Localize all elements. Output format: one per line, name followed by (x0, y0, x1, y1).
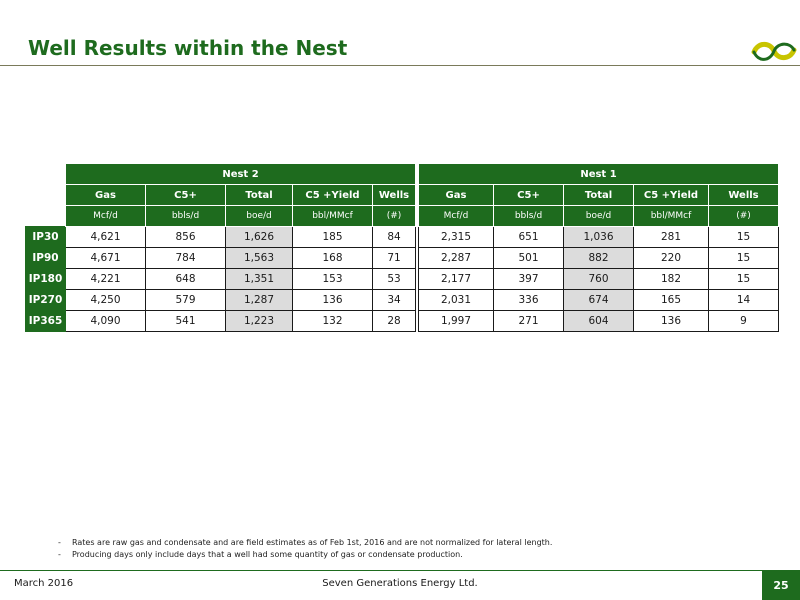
table-cell: 34 (373, 290, 416, 311)
column-header: Gas (419, 185, 494, 206)
footer-company: Seven Generations Energy Ltd. (322, 578, 478, 589)
table-cell: 2,315 (419, 227, 494, 248)
table-cell: 165 (634, 290, 709, 311)
table-cell: 397 (494, 269, 564, 290)
unit-header: boe/d (226, 206, 293, 227)
table-cell: 14 (709, 290, 779, 311)
table-row (419, 311, 779, 332)
row-label: IP90 (26, 248, 66, 269)
table-cell: 84 (373, 227, 416, 248)
table-cell: 4,621 (66, 227, 146, 248)
unit-header: bbl/MMcf (634, 206, 709, 227)
column-header: Wells (709, 185, 779, 206)
table-cell: 856 (146, 227, 226, 248)
table-cell: 2,031 (419, 290, 494, 311)
table-cell: 28 (373, 311, 416, 332)
table-cell: 71 (373, 248, 416, 269)
table-cell: 153 (293, 269, 373, 290)
table-cell: 336 (494, 290, 564, 311)
nest-2-table (25, 163, 416, 332)
table-row (26, 227, 416, 248)
table-cell: 760 (564, 269, 634, 290)
nest-1-table (418, 163, 779, 332)
page-number: 25 (762, 571, 800, 600)
table-cell: 271 (494, 311, 564, 332)
table-cell: 541 (146, 311, 226, 332)
table-cell: 4,250 (66, 290, 146, 311)
table-cell: 1,626 (226, 227, 293, 248)
unit-header: Mcf/d (66, 206, 146, 227)
column-header: Wells (373, 185, 416, 206)
table-cell: 1,287 (226, 290, 293, 311)
table-cell: 882 (564, 248, 634, 269)
column-header: C5 +Yield (293, 185, 373, 206)
table-cell: 648 (146, 269, 226, 290)
table-cell: 168 (293, 248, 373, 269)
nest-2-title: Nest 2 (66, 164, 416, 185)
slide-title: Well Results within the Nest (28, 36, 348, 60)
table-cell: 1,351 (226, 269, 293, 290)
table-cell: 651 (494, 227, 564, 248)
table-cell: 136 (293, 290, 373, 311)
footer-date: March 2016 (14, 578, 74, 589)
footnote: - Producing days only include days that a well had some quantity of gas or condensate production. (72, 549, 552, 561)
table-row (419, 227, 779, 248)
table-cell: 1,223 (226, 311, 293, 332)
table-cell: 604 (564, 311, 634, 332)
table-cell: 9 (709, 311, 779, 332)
footnote: - Rates are raw gas and condensate and are field estimates as of Feb 1st, 2016 and are not normalized for lateral length. (72, 537, 552, 549)
table-cell: 15 (709, 269, 779, 290)
table-cell: 53 (373, 269, 416, 290)
column-header: Total (564, 185, 634, 206)
nest-1-title: Nest 1 (419, 164, 779, 185)
row-label: IP30 (26, 227, 66, 248)
table-row (26, 290, 416, 311)
unit-header: (#) (373, 206, 416, 227)
table-cell: 132 (293, 311, 373, 332)
table-cell: 501 (494, 248, 564, 269)
table-cell: 2,287 (419, 248, 494, 269)
column-header: Total (226, 185, 293, 206)
table-cell: 182 (634, 269, 709, 290)
table-row (419, 290, 779, 311)
table-cell: 4,671 (66, 248, 146, 269)
company-logo-icon (750, 38, 798, 64)
table-row (419, 269, 779, 290)
table-row (26, 269, 416, 290)
column-header: C5+ (494, 185, 564, 206)
table-cell: 4,221 (66, 269, 146, 290)
unit-header: bbls/d (146, 206, 226, 227)
footer-divider (0, 570, 800, 571)
column-header: C5+ (146, 185, 226, 206)
table-cell: 1,997 (419, 311, 494, 332)
column-header: C5 +Yield (634, 185, 709, 206)
table-cell: 15 (709, 248, 779, 269)
table-cell: 15 (709, 227, 779, 248)
table-cell: 185 (293, 227, 373, 248)
table-cell: 674 (564, 290, 634, 311)
table-row (26, 248, 416, 269)
table-row (419, 248, 779, 269)
table-cell: 2,177 (419, 269, 494, 290)
title-divider (0, 65, 800, 66)
unit-header: boe/d (564, 206, 634, 227)
row-label: IP270 (26, 290, 66, 311)
unit-header: bbls/d (494, 206, 564, 227)
unit-header: bbl/MMcf (293, 206, 373, 227)
table-row (26, 311, 416, 332)
unit-header: Mcf/d (419, 206, 494, 227)
table-cell: 579 (146, 290, 226, 311)
table-cell: 281 (634, 227, 709, 248)
table-cell: 220 (634, 248, 709, 269)
unit-header: (#) (709, 206, 779, 227)
table-cell: 1,563 (226, 248, 293, 269)
table-cell: 136 (634, 311, 709, 332)
table-cell: 1,036 (564, 227, 634, 248)
column-header: Gas (66, 185, 146, 206)
row-label: IP180 (26, 269, 66, 290)
row-label: IP365 (26, 311, 66, 332)
table-cell: 784 (146, 248, 226, 269)
table-cell: 4,090 (66, 311, 146, 332)
footnotes (72, 537, 552, 561)
